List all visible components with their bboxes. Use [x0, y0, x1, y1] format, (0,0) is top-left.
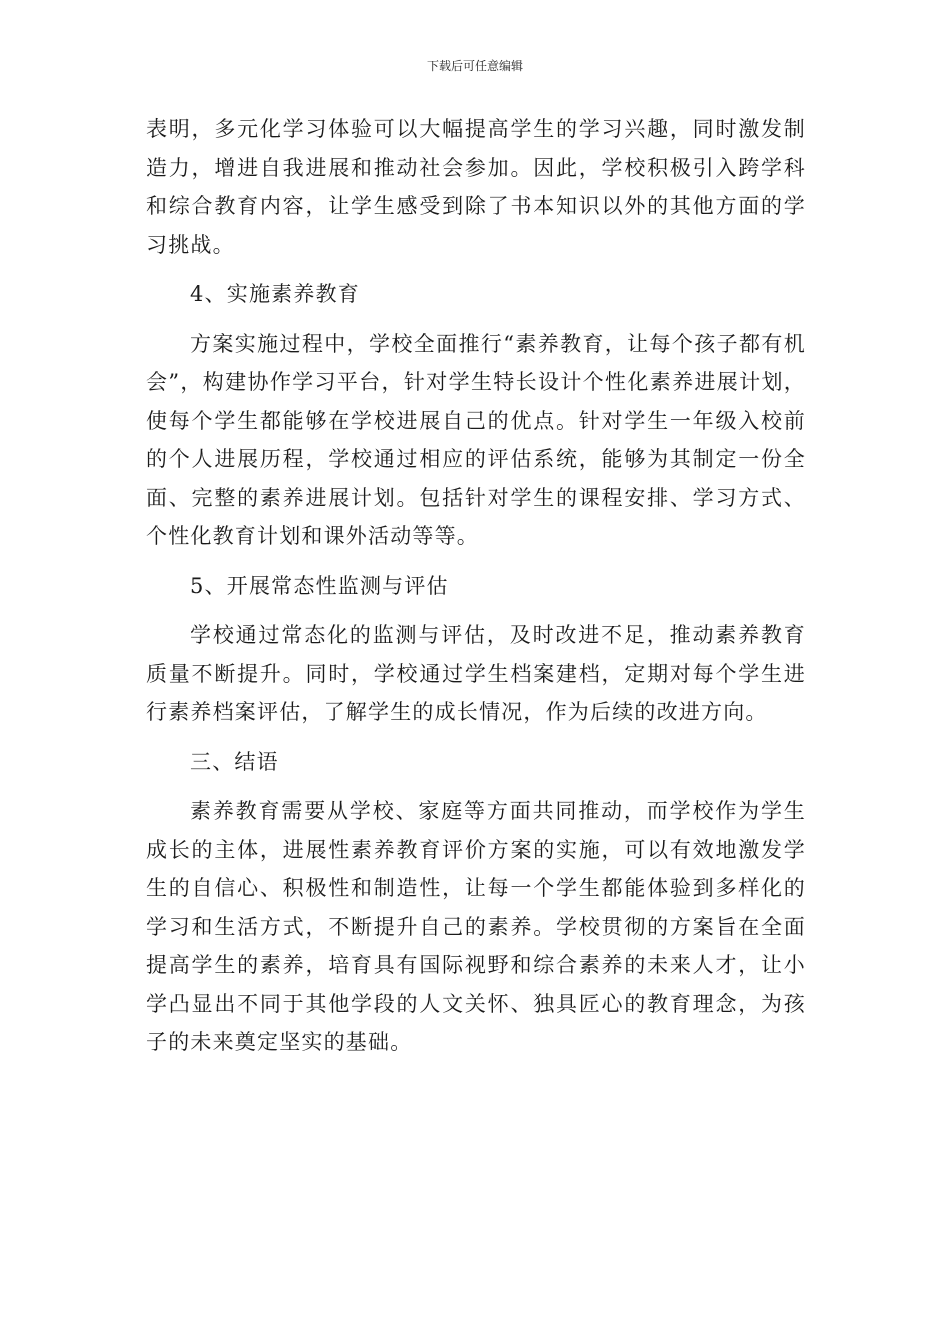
paragraph-conclusion: 素养教育需要从学校、家庭等方面共同推动，而学校作为学生成长的主体，进展性素养教育评价方案的实施，可以有效地激发学生的自信心、积极性和制造性，让每一个学生都能体验到多样化的学习和生活方式，不断提升自己的素养。学校贯彻的方案旨在全面提高学生的素养，培育具有国际视野和综合素养的未来人才，让小学凸显出不同于其他学段的人文关怀、独具匠心的教育理念，为孩子的未来奠定坚实的基础。 — [146, 799, 806, 1054]
document-body — [146, 110, 806, 1062]
section-heading-4: 4、实施素养教育 — [190, 282, 360, 306]
section-heading-conclusion: 三、结语 — [190, 749, 279, 774]
paragraph-monitoring: 学校通过常态化的监测与评估，及时改进不足，推动素养教育质量不断提升。同时，学校通过学生档案建档，定期对每个学生进行素养档案评估，了解学生的成长情况，作为后续的改进方向。 — [146, 623, 806, 724]
paragraph-continuation: 表明，多元化学习体验可以大幅提高学生的学习兴趣，同时激发制造力，增进自我进展和推动社会参加。因此，学校积极引入跨学科和综合教育内容，让学生感受到除了书本知识以外的其他方面的学习挑战。 — [146, 117, 806, 257]
page-header: 下载后可任意编辑 — [426, 59, 523, 73]
paragraph-implementation: 方案实施过程中，学校全面推行“素养教育，让每个孩子都有机会”，构建协作学习平台，针对学生特长设计个性化素养进展计划，使每个学生都能够在学校进展自己的优点。针对学生一年级入校前的个人进展历程，学校通过相应的评估系统，能够为其制定一份全面、完整的素养进展计划。包括针对学生的课程安排、学习方式、个性化教育计划和课外活动等等。 — [146, 331, 806, 548]
section-heading-5: 5、开展常态性监测与评估 — [190, 573, 449, 598]
